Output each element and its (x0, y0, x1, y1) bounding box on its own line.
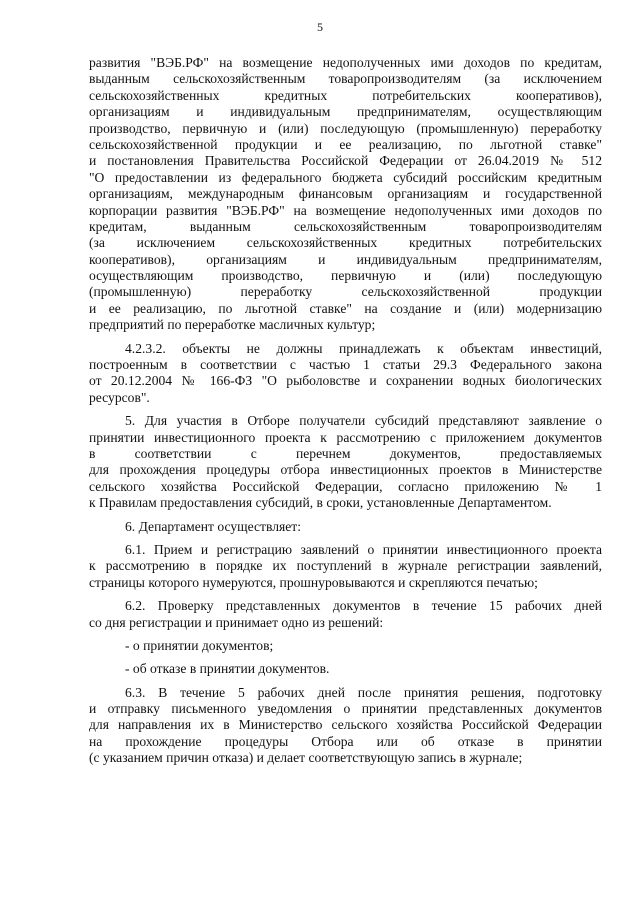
paragraph (89, 341, 602, 407)
text-line: построенным в соответствии с частью 1 статьи 29.3 Федерального закона (89, 357, 602, 373)
text-line: для направления их в Министерство сельского хозяйства Российской Федерации (89, 717, 602, 733)
text-line: 4.2.3.2. объекты не должны принадлежать к объектам инвестиций, (125, 340, 602, 356)
text-line: 6. Департамент осуществляет: (125, 518, 302, 534)
text-line: сельскохозяйственной продукции и ее реализацию, по льготной ставке" (89, 136, 602, 152)
paragraph-gap (89, 591, 602, 598)
paragraph (89, 413, 602, 511)
text-line: и постановления Правительства Российской Федерации от 26.04.2019 № 512 (89, 153, 602, 169)
paragraph (89, 55, 602, 334)
text-line: принятии инвестиционного проекта к рассмотрению с приложением документов (89, 429, 602, 445)
text-line: со дня регистрации и принимает одно из решений: (89, 614, 384, 630)
paragraph-gap (89, 678, 602, 685)
text-line: к рассмотрению в порядке их поступлений в журнале регистрации заявлений, (89, 558, 602, 574)
text-line: 6.2. Проверку представленных документов в течение 15 рабочих дней (125, 598, 602, 614)
text-line: - об отказе в принятии документов. (125, 661, 330, 677)
text-line: корпорации развития "ВЭБ.РФ" на возмещение недополученных ими доходов по (89, 202, 602, 218)
paragraph-gap (89, 654, 602, 661)
text-line: 5. Для участия в Отборе получатели субсидий представляют заявление о (125, 413, 602, 429)
document-body (89, 55, 602, 767)
text-line: от 20.12.2004 № 166-ФЗ "О рыболовстве и сохранении водных биологических (89, 373, 602, 389)
text-line: (промышленную) переработку сельскохозяйственной продукции (89, 284, 602, 300)
text-line: производство, первичную и (или) последующую (промышленную) переработку (89, 120, 602, 136)
text-line: выданным сельскохозяйственным товаропроизводителям (за исключением (89, 71, 602, 87)
text-line: в соответствии с перечнем документов, предоставляемых (89, 445, 602, 461)
paragraph (89, 519, 602, 535)
text-line: на прохождение процедуры Отбора или об отказе в принятии (89, 733, 602, 749)
paragraph-gap (89, 631, 602, 638)
text-line: и ее реализацию, по льготной ставке" на создание и (или) модернизацию (89, 300, 602, 316)
text-line: организациям, международным финансовым организациям и государственной (89, 186, 602, 202)
paragraph-gap (89, 334, 602, 341)
text-line: "О предоставлении из федерального бюджета субсидий российским кредитным (89, 169, 602, 185)
text-line: развития "ВЭБ.РФ" на возмещение недополученных ими доходов по кредитам, (89, 55, 602, 70)
text-line: 6.1. Прием и регистрацию заявлений о принятии инвестиционного проекта (125, 541, 602, 557)
paragraph (89, 542, 602, 591)
text-line: ресурсов". (89, 389, 150, 405)
text-line: страницы которого нумеруются, прошнуровываются и скрепляются печатью; (89, 574, 538, 590)
text-line: (с указанием причин отказа) и делает соответствующую запись в журнале; (89, 750, 523, 766)
paragraph (89, 638, 602, 654)
text-line: для прохождения процедуры отбора инвестиционных проектов в Министерстве (89, 462, 602, 478)
paragraph (89, 661, 602, 677)
text-line: сельскохозяйственных кредитных потребительских кооперативов), (89, 87, 602, 103)
text-line: кредитам, выданным сельскохозяйственным товаропроизводителям (89, 218, 602, 234)
text-line: (за исключением сельскохозяйственных кредитных потребительских (89, 235, 602, 251)
page-number: 5 (317, 20, 323, 34)
paragraph-gap (89, 406, 602, 413)
text-line: - о принятии документов; (125, 637, 274, 653)
text-line: осуществляющим производство, первичную и (или) последующую (89, 268, 602, 284)
text-line: 6.3. В течение 5 рабочих дней после принятия решения, подготовку (125, 684, 602, 700)
paragraph (89, 685, 602, 767)
paragraph (89, 598, 602, 631)
text-line: организациям и индивидуальным предпринимателям, осуществляющим (89, 104, 602, 120)
text-line: кооперативов), организациям и индивидуальным предпринимателям, (89, 251, 602, 267)
text-line: предприятий по переработке масличных культур; (89, 317, 376, 333)
text-line: и отправку письменного уведомления о принятии представленных документов (89, 701, 602, 717)
text-line: сельского хозяйства Российской Федерации, согласно приложению № 1 (89, 478, 602, 494)
paragraph-gap (89, 512, 602, 519)
paragraph-gap (89, 535, 602, 542)
text-line: к Правилам предоставления субсидий, в сроки, установленные Департаментом. (89, 495, 552, 511)
